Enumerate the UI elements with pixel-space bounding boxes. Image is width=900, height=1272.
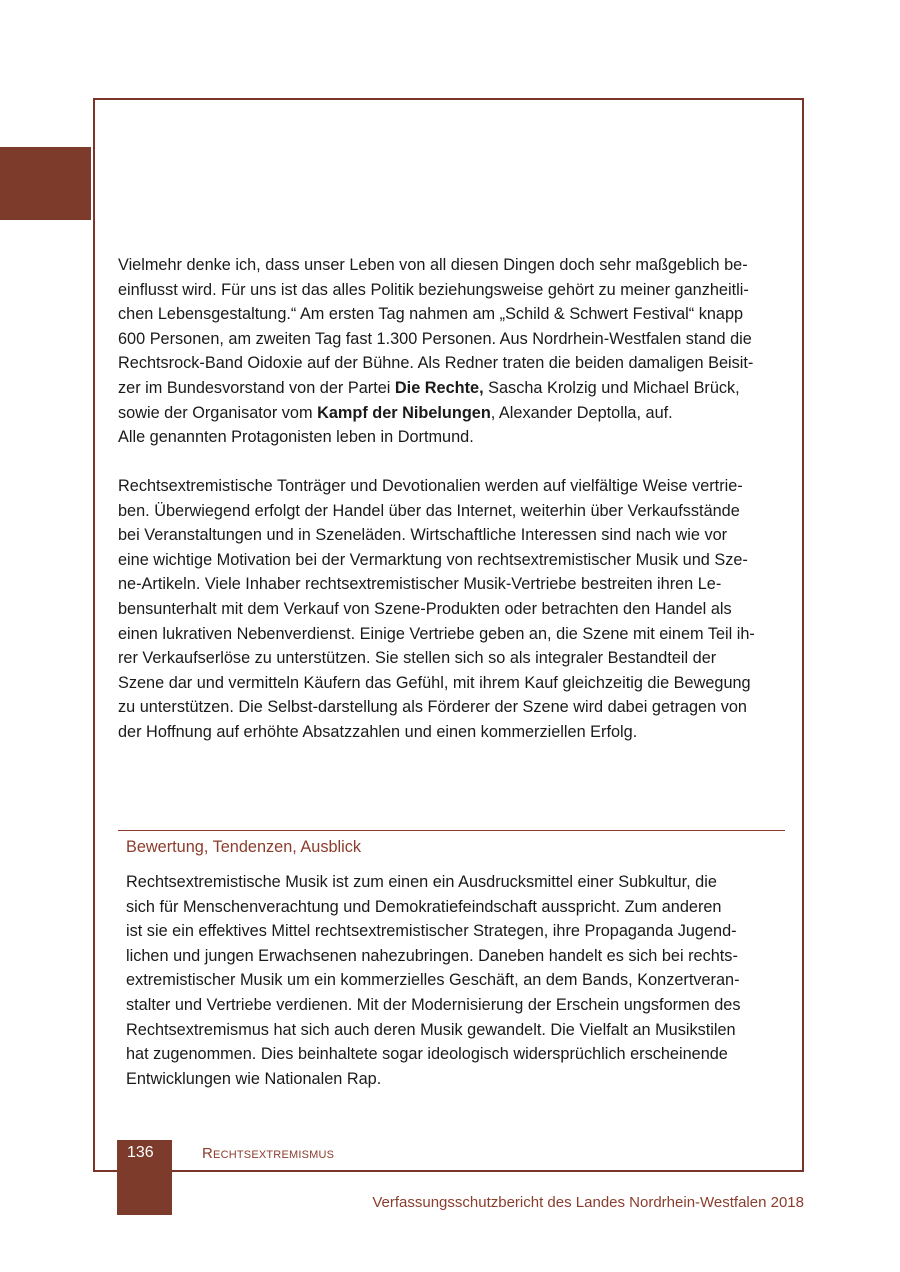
text-line: rer Verkaufserlöse zu unterstützen. Sie stellen sich so als integraler Bestandteil der xyxy=(118,649,717,668)
text-span: sowie der Organisator vom xyxy=(118,403,318,422)
paragraph-outlook xyxy=(126,870,778,1091)
text-line: Rechtsextremismus hat sich auch deren Musik gewandelt. Die Vielfalt an Musikstilen xyxy=(126,1020,736,1039)
text-line: eine wichtige Motivation bei der Vermarktung von rechtsextremistischer Musik und Sze- xyxy=(118,550,748,569)
text-line xyxy=(118,376,786,401)
text-line: lichen und jungen Erwachsenen nahezubringen. Daneben handelt es sich bei rechts- xyxy=(126,946,738,965)
text-line: einen lukrativen Nebenverdienst. Einige Vertriebe geben an, die Szene mit einem Teil ih- xyxy=(118,624,755,643)
text-line: der Hoffnung auf erhöhte Absatzzahlen und einen kommerziellen Erfolg. xyxy=(118,722,638,741)
text-line: einflusst wird. Für uns ist das alles Politik beziehungsweise gehört zu meiner ganzheitli- xyxy=(118,280,749,299)
text-line: Rechtsrock-Band Oidoxie auf der Bühne. Als Redner traten die beiden damaligen Beisit- xyxy=(118,354,754,373)
text-line: sich für Menschenverachtung und Demokratiefeindschaft ausspricht. Zum anderen xyxy=(126,897,722,916)
text-line: hat zugenommen. Dies beinhaltete sogar ideologisch widersprüchlich erscheinende xyxy=(126,1045,728,1064)
party-name-bold: Die Rechte, xyxy=(394,378,484,397)
page-number: 136 xyxy=(127,1144,154,1161)
text-span: Sascha Krolzig und Michael Brück, xyxy=(483,378,740,397)
text-line: extremistischer Musik um ein kommerzielles Geschäft, an dem Bands, Konzertveran- xyxy=(126,971,740,990)
text-line: bei Veranstaltungen und in Szeneläden. Wirtschaftliche Interessen sind nach wie vor xyxy=(118,526,728,545)
side-color-tab xyxy=(0,147,91,220)
text-span: zer im Bundesvorstand von der Partei xyxy=(118,378,395,397)
event-name-bold: Kampf der Nibelungen xyxy=(317,403,491,422)
text-line: Entwicklungen wie Nationalen Rap. xyxy=(126,1069,382,1088)
text-line: stalter und Vertriebe verdienen. Mit der Modernisierung der Erschein ungsformen des xyxy=(126,995,741,1014)
text-line xyxy=(118,401,786,426)
text-span: , Alexander Deptolla, auf. xyxy=(490,403,673,422)
text-line: ben. Überwiegend erfolgt der Handel über das Internet, weiterhin über Verkaufsstände xyxy=(118,501,740,520)
text-line: ne-Artikeln. Viele Inhaber rechtsextremistischer Musik-Vertriebe bestreiten ihren Le- xyxy=(118,575,722,594)
section-heading: Bewertung, Tendenzen, Ausblick xyxy=(126,838,362,856)
text-line: Vielmehr denke ich, dass unser Leben von all diesen Dingen doch sehr maßgeblich be- xyxy=(118,256,748,274)
paragraph-distribution xyxy=(118,474,786,745)
text-line: Alle genannten Protagonisten leben in Dortmund. xyxy=(118,428,474,447)
running-head: Rechtsextremismus xyxy=(202,1145,335,1162)
text-line: chen Lebensgestaltung.“ Am ersten Tag nahmen am „Schild & Schwert Festival“ knapp xyxy=(118,305,744,324)
publication-footer: Verfassungsschutzbericht des Landes Nordrhein-Westfalen 2018 xyxy=(372,1194,804,1211)
text-line: Rechtsextremistische Musik ist zum einen ein Ausdrucksmittel einer Subkultur, die xyxy=(126,873,717,891)
text-line: ist sie ein effektives Mittel rechtsextremistischer Strategen, ihre Propaganda Jugend- xyxy=(126,922,737,941)
text-line: Szene dar und vermitteln Käufern das Gefühl, mit ihrem Kauf gleichzeitig die Bewegung xyxy=(118,673,751,692)
section-divider xyxy=(118,830,785,831)
text-line: 600 Personen, am zweiten Tag fast 1.300 Personen. Aus Nordrhein-Westfalen stand die xyxy=(118,329,752,348)
paragraph-festival xyxy=(118,253,786,450)
text-line: zu unterstützen. Die Selbst-darstellung als Förderer der Szene wird dabei getragen von xyxy=(118,698,747,717)
text-line: Rechtsextremistische Tonträger und Devotionalien werden auf vielfältige Weise vertrie- xyxy=(118,477,743,495)
text-line: bensunterhalt mit dem Verkauf von Szene-Produkten oder betrachten den Handel als xyxy=(118,599,732,618)
